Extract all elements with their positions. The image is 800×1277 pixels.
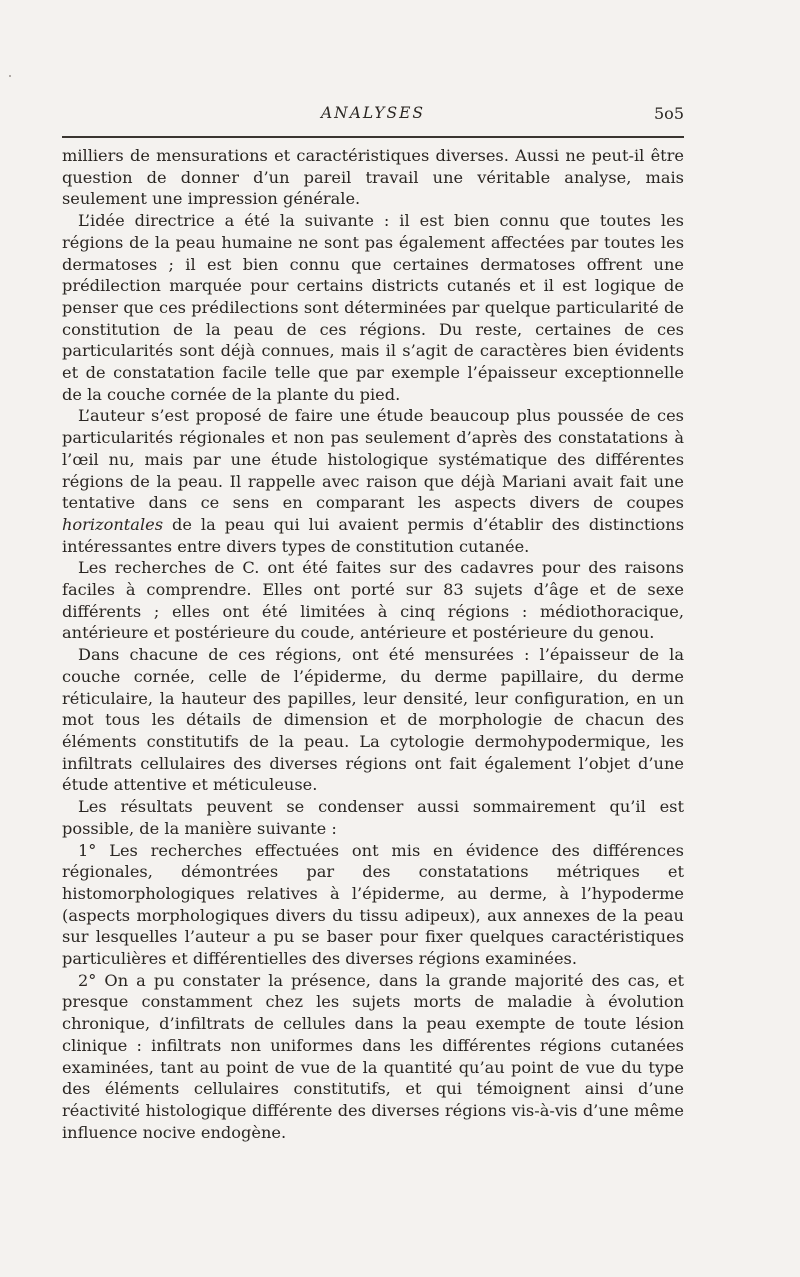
page-header (62, 104, 684, 128)
running-title: ANALYSES (320, 104, 426, 122)
paragraph-author-proposal-start: L’auteur s’est proposé de faire une étude beaucoup plus poussée de ces particularités régionales et non pas seulement d’après des constatations à l’œil nu, mais par une étude histologique systématique des différentes régions de la peau. Il rappelle avec raison que déjà Mariani avait fait une tentative dans ce sens en comparant les aspects divers de coupes (62, 406, 684, 513)
paragraph-results-intro: Les résultats peuvent se condenser aussi sommairement qu’il est possible, de la manière suivante : (62, 797, 684, 838)
paragraph-author-proposal (62, 405, 684, 557)
header-rule (62, 136, 684, 138)
paragraph-research-scope: Les recherches de C. ont été faites sur des cadavres pour des raisons faciles à comprendre. Elles ont porté sur 83 sujets d’âge et de sexe différents ; elles ont été limitées à cinq régions : médiothoracique, antérieure et postérieure du coude, antérieure et postérieure du genou. (62, 558, 684, 643)
paragraph-guiding-idea: L’idée directrice a été la suivante : il est bien connu que toutes les régions de la peau humaine ne sont pas également affectées par toutes les dermatoses ; il est bien connu que certaines dermatoses offrent une prédilection marquée pour certains districts cutanés et il est logique de penser que ces prédilections sont déterminées par quelque particularité de constitution de la peau de ces régions. Du reste, certaines de ces particularités sont déjà connues, mais il s’agit de caractères bien évidents et de constatation facile telle que par exemple l’épaisseur exceptionnelle de la couche cornée de la plante du pied. (62, 211, 684, 404)
paragraph-result-1: 1° Les recherches effectuées ont mis en évidence des différences régionales, démontrées par des constatations métriques et histomorphologiques relatives à l’épiderme, au derme, à l’hypoderme (aspects morphologiques divers du tissu adipeux), aux annexes de la peau sur lesquelles l’auteur a pu se baser pour fixer quelques caractéristiques particulières et différentielles des diverses régions examinées. (62, 840, 684, 969)
paper-speck (9, 75, 11, 77)
page-number: 5o5 (654, 104, 684, 123)
paragraph-measurements: Dans chacune de ces régions, ont été mensurées : l’épaisseur de la couche cornée, celle de l’épiderme, du derme papillaire, du derme réticulaire, la hauteur des papilles, leur densité, leur configuration, en un mot tous les détails de dimension et de morphologie de chacun des éléments constitutifs de la peau. La cytologie dermohypodermique, les infiltrats cellulaires des diverses régions ont fait également l’objet d’une étude attentive et méticuleuse. (62, 645, 684, 795)
paragraph-author-proposal-end: de la peau qui lui avaient permis d’établir des distinctions intéressantes entre divers types de constitution cutanée. (62, 514, 684, 556)
italic-term: horizontales (62, 514, 164, 534)
body-text (62, 145, 684, 1143)
paragraph-result-2: 2° On a pu constater la présence, dans la grande majorité des cas, et presque constamment chez les sujets morts de maladie à évolution chronique, d’infiltrats de cellules dans la peau exempte de toute lésion clinique : infiltrats non uniformes dans les différentes régions cutanées examinées, tant au point de vue de la quantité qu’au point de vue du type des éléments cellulaires constitutifs, et qui témoignent ainsi d’une réactivité histologique différente des diverses régions vis-à-vis d’une même influence nocive endogène. (62, 970, 684, 1142)
paragraph-continuation: milliers de mensurations et caractéristiques diverses. Aussi ne peut-il être question de donner d’un pareil travail une véritable analyse, mais seulement une impression générale. (62, 146, 684, 209)
